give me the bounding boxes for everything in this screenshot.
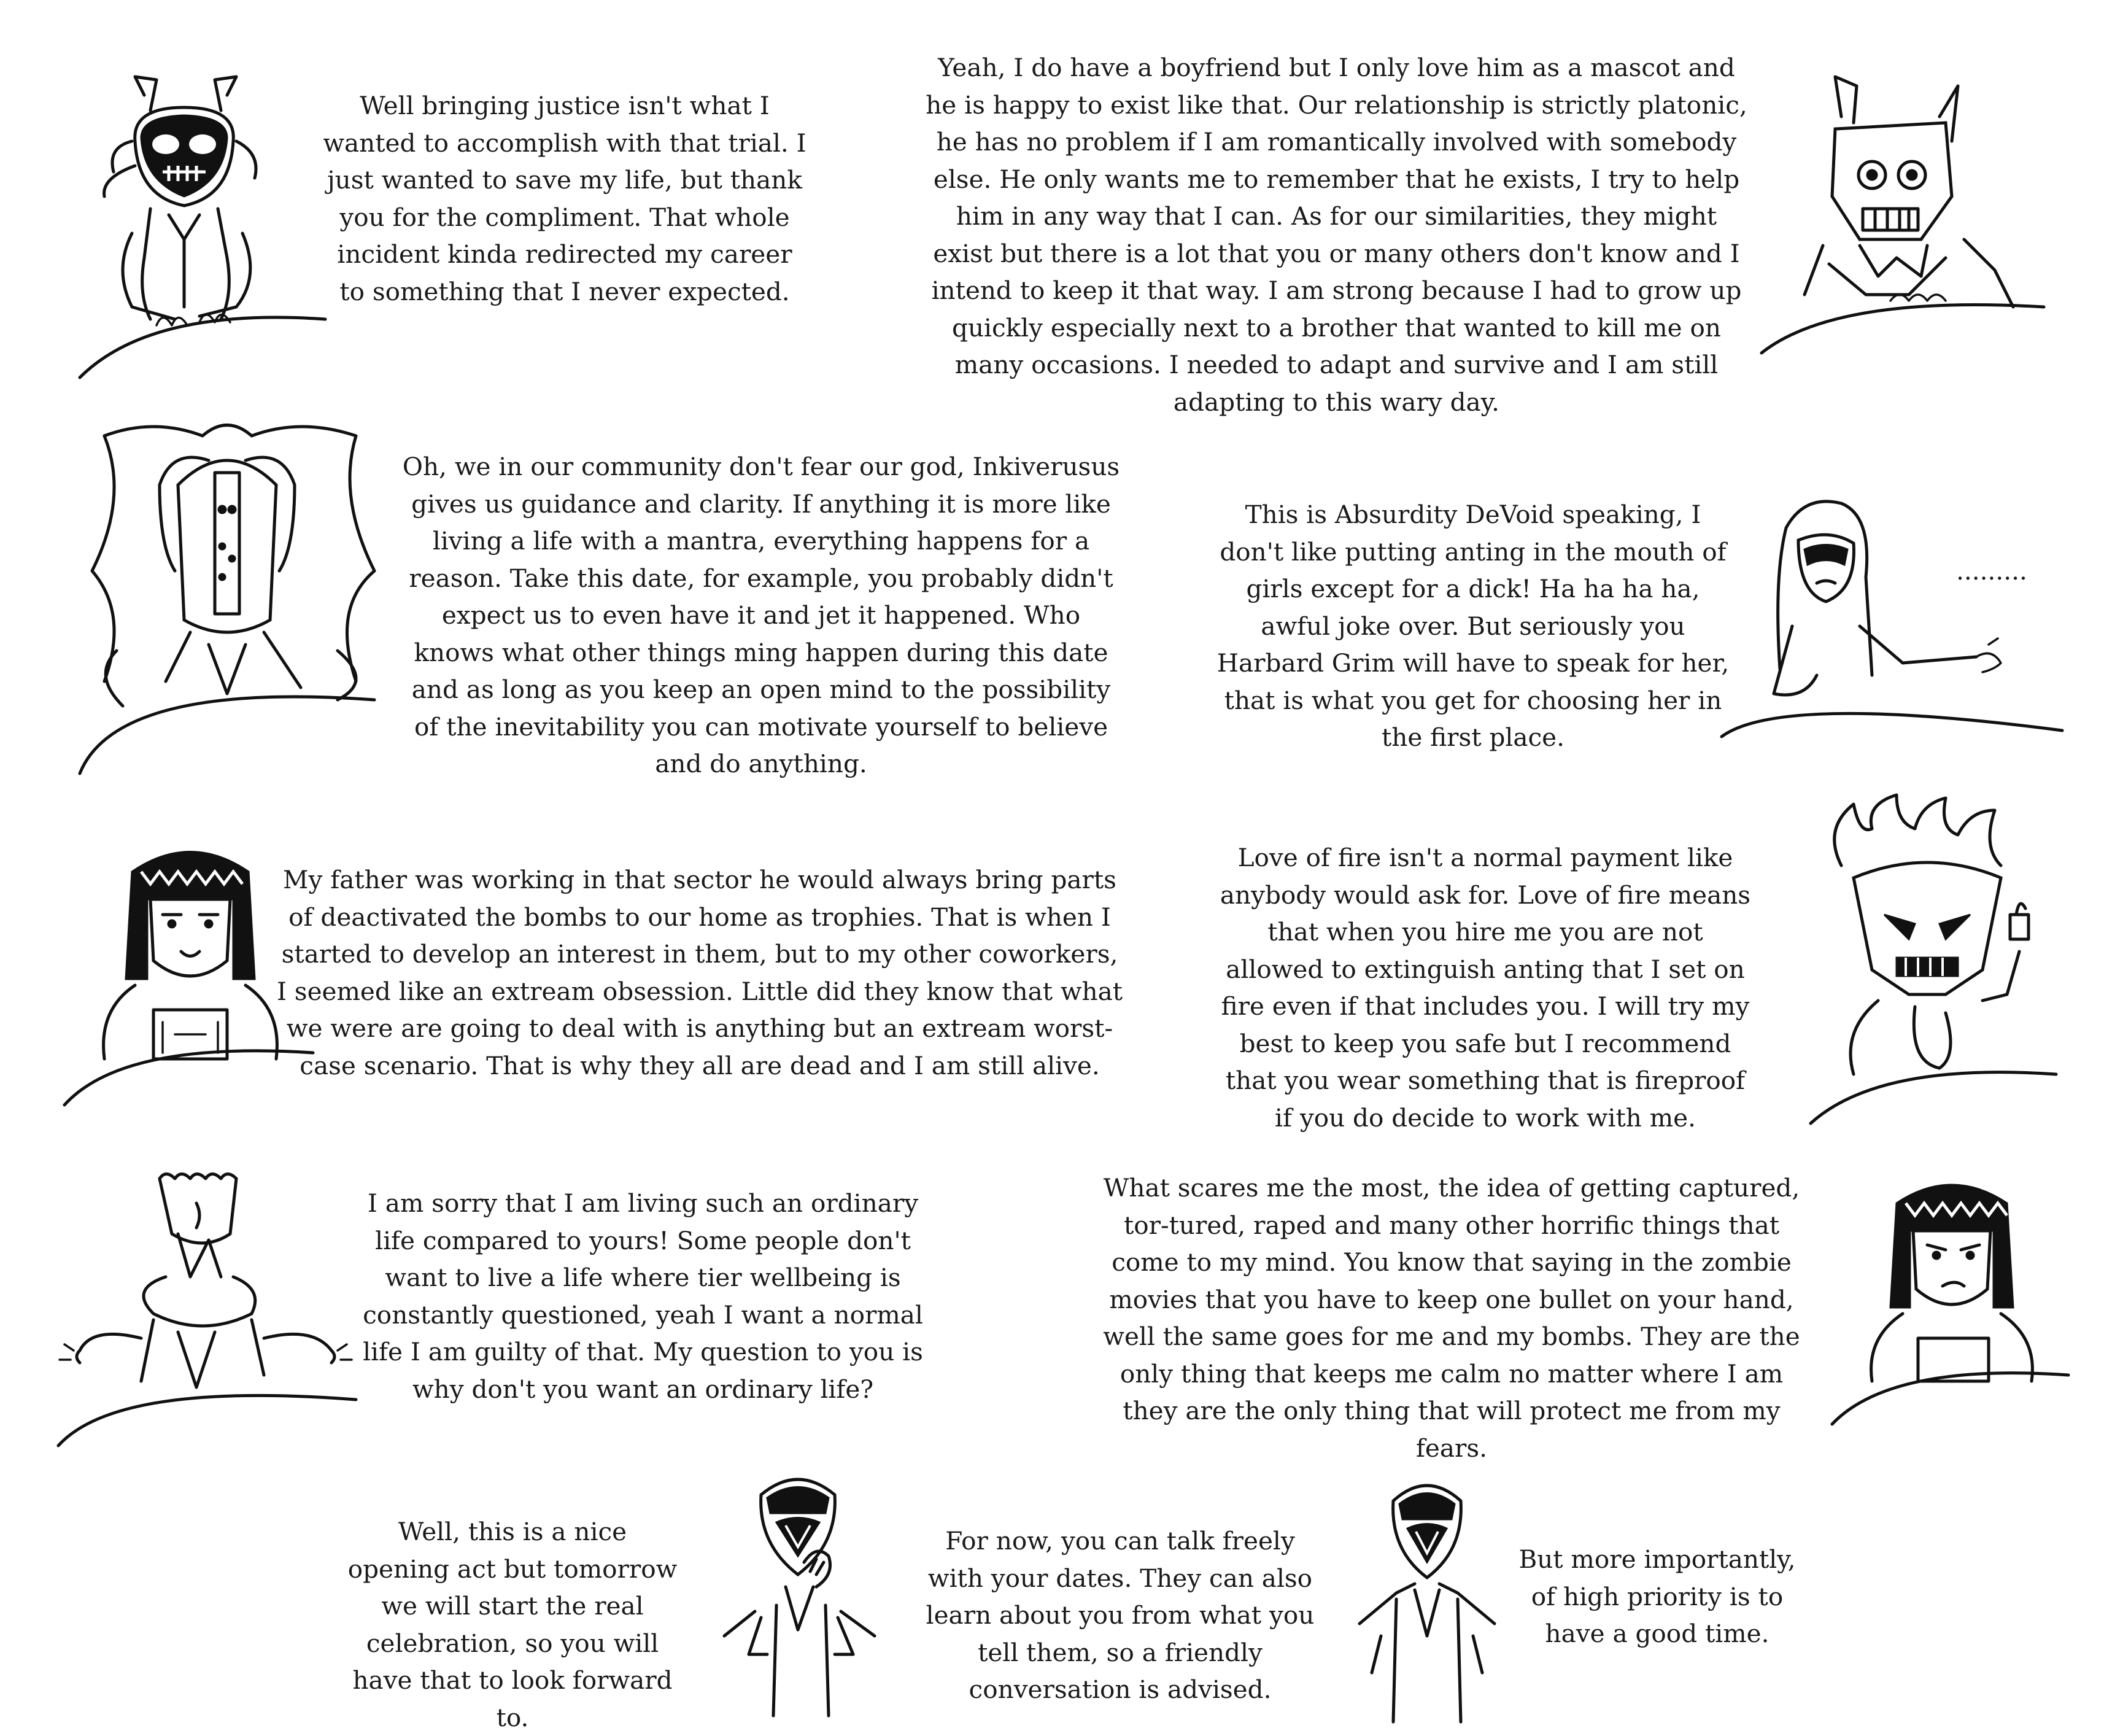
panel-6-text: Love of fire isn't a normal payment like anybody would ask for. Love of fire means that when you hire me you are not allowed to extinguish anting that I set on fire even if that includes you. I will try my best to keep you safe but I recommend that you wear something that is fireproof if you do decide to work with me. [1220, 843, 1751, 1133]
flame-head-lighter-figure [1804, 792, 2062, 1130]
panel-1-text: Well bringing justice isn't what I wanted to accomplish with that trial. I just wanted to save my life, but thank you for the compliment. That whole incident kinda redirected my career to something that I never expected. [323, 91, 806, 306]
panel-4-text: This is Absurdity DeVoid speaking, I don't like putting anting in the mouth of girls except for a dick! Ha ha ha ha, awful joke over. But seriously you Harbard Grim will have to speak for her, that is what you get for choosing her in the first place. [1216, 500, 1730, 752]
horned-helmet-figure [1755, 74, 2050, 356]
panel-9-text: Well, this is a nice opening act but tomorrow we will start the real celebration, so you will have that to look forward to. [347, 1517, 678, 1732]
panel-3-text: Oh, we in our community don't fear our god, Inkiverusus gives us guidance and clarity. If anything it is more like living a life with a mantra, everything happens for a reason. Take this date, for example, you probably didn't expect us to even have it and jet it happened. Who knows what other things ming happen during this date and as long as you keep an open mind to the possibility of the inevitability you can motivate yourself to believe and do anything. [402, 452, 1120, 778]
bob-hair-woman-figure [61, 826, 319, 1108]
bob-hair-woman-frown-figure [1829, 1160, 2075, 1430]
panel-10-text: For now, you can talk freely with your dates. They can also learn about you from what you tell them, so a friendly conversation is advised. [926, 1526, 1315, 1704]
crown-figure [55, 1166, 362, 1449]
host-hand-on-face-figure [718, 1470, 884, 1728]
panel-5-text: My father was working in that sector he would always bring parts of deactivated the bombs to our home as trophies. That is when I started to develop an interest in them, but to my other coworkers, I seemed like an extream obsession. Little did they know that what we were are going to deal with is anything but an extream worst-case scenario. That is why they all are dead and I am still alive. [276, 865, 1123, 1080]
panel-8-text: What scares me the most, the idea of getting captured, tor-tured, raped and many other horrific things that come to my mind. You know that saying in the zombie movies that you have to keep one bullet on your hand, well the same goes for me and my bombs. They are the only thing that keeps me calm no matter where I am they are the only thing that will protect me from my fears. [1103, 1173, 1800, 1463]
host-standing-figure [1347, 1476, 1507, 1728]
horned-mask-suit-figure [77, 74, 328, 381]
panel-11-text: But more importantly, of high priority is to have a good time. [1518, 1544, 1796, 1648]
panel-4-ellipsis: ......... [1956, 556, 2027, 586]
long-hair-girl-figure [1719, 491, 2068, 743]
tentacle-headdress-figure [68, 411, 399, 780]
panel-7-text: I am sorry that I am living such an ordinary life compared to yours! Some people don't want to live a life where tier wellbeing is constantly questioned, yeah I want a normal life I am guilty of that. My question to you is why don't you want an ordinary life? [363, 1188, 923, 1404]
panel-2-text: Yeah, I do have a boyfriend but I only love him as a mascot and he is happy to exist like that. Our relationship is strictly platonic, he has no problem if I am romantically involved with somebody else. He only wants me to remember that he exists, I try to help him in any way that I can. As for our similarities, they might exist but there is a lot that you or many others don't know and I intend to keep it that way. I am strong because I had to grow up quickly especially next to a brother that wanted to kill me on many occasions. I needed to adapt and survive and I am still adapting to this wary day. [926, 53, 1747, 417]
